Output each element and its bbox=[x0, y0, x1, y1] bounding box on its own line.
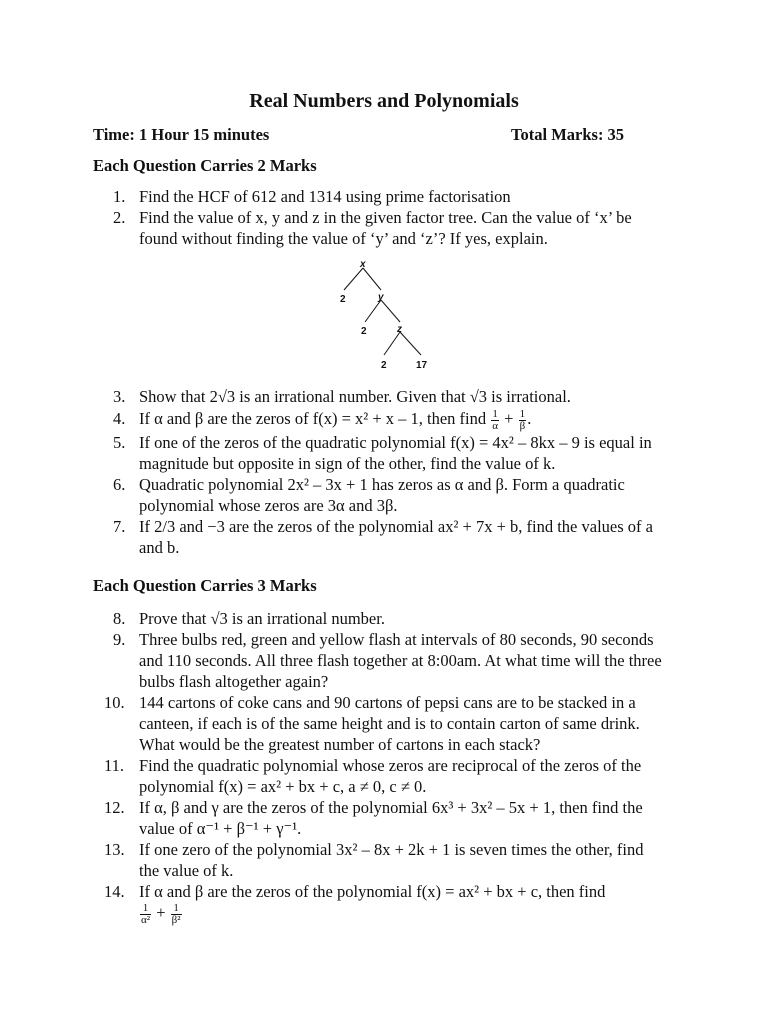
fraction bbox=[171, 903, 182, 926]
question-number: 1. bbox=[113, 187, 126, 206]
tree-node-y: y bbox=[378, 292, 384, 303]
question-number: 14. bbox=[104, 882, 125, 901]
question-text: Find the HCF of 612 and 1314 using prime factorisation bbox=[139, 187, 511, 206]
question-text: Three bulbs red, green and yellow flash at intervals of 80 seconds, 90 seconds and 110 seconds. All three flash together at 8:00am. At what time will the three bulbs flash altogether again? bbox=[139, 630, 662, 691]
question-number: 11. bbox=[104, 756, 125, 775]
section-heading-2-marks: Each Question Carries 2 Marks bbox=[93, 156, 317, 175]
fraction bbox=[519, 409, 527, 432]
tree-node-z: z bbox=[397, 324, 402, 335]
question-item bbox=[93, 881, 663, 926]
question-number: 7. bbox=[113, 516, 126, 536]
frac-numerator: 1 bbox=[519, 407, 526, 420]
question-item bbox=[93, 692, 663, 755]
question-number: 2. bbox=[113, 208, 126, 227]
question-text: 144 cartons of coke cans and 90 cartons of pepsi cans are to be stacked in a canteen, if each is of the same height and is to contain carton of same drink. What would be the greatest number of cartons in each stack? bbox=[139, 693, 640, 754]
question-text: If one of the zeros of the quadratic polynomial f(x) = 4x² – 8kx – 9 is equal in magnitude but opposite in sign of the other, find the value of k. bbox=[139, 432, 652, 473]
question-text: If α and β are the zeros of the polynomial f(x) = ax² + bx + c, then find bbox=[139, 882, 606, 901]
tree-node-x: x bbox=[360, 259, 366, 270]
page-title: Real Numbers and Polynomials bbox=[249, 90, 519, 112]
question-text: Quadratic polynomial 2x² – 3x + 1 has zeros as α and β. Form a quadratic polynomial whose zeros are 3α and 3β. bbox=[139, 474, 625, 515]
question-text-wrap bbox=[139, 881, 663, 926]
plus-sign: + bbox=[156, 903, 166, 922]
question-item bbox=[93, 474, 663, 516]
question-list-part3 bbox=[93, 608, 663, 926]
frac-denominator: β² bbox=[171, 913, 181, 926]
question-item bbox=[93, 386, 663, 407]
tree-node-17: 17 bbox=[416, 360, 428, 371]
time-label: Time: 1 Hour 15 minutes bbox=[93, 125, 270, 144]
frac-numerator: 1 bbox=[171, 903, 182, 915]
plus-sign: + bbox=[504, 409, 514, 428]
question-item bbox=[93, 608, 663, 629]
question-number: 3. bbox=[113, 387, 126, 406]
question-text: If α and β are the zeros of f(x) = x² + x – 1, then find bbox=[139, 409, 487, 428]
question-text: If 2/3 and −3 are the zeros of the polynomial ax² + 7x + b, find the values of a and b. bbox=[139, 516, 653, 557]
fraction bbox=[140, 903, 151, 926]
question-text: Find the value of x, y and z in the given factor tree. Can the value of ‘x’ be found without finding the value of ‘y’ and ‘z’? If yes, explain. bbox=[139, 208, 632, 248]
fraction bbox=[491, 409, 499, 432]
question-number: 12. bbox=[104, 798, 125, 817]
frac-denominator: α² bbox=[141, 913, 151, 926]
frac-denominator: β bbox=[519, 419, 526, 432]
question-number: 8. bbox=[113, 609, 126, 628]
question-number: 13. bbox=[104, 840, 125, 859]
question-text: If α, β and γ are the zeros of the polynomial 6x³ + 3x² – 5x + 1, then find the value of α⁻¹ + β⁻¹ + γ⁻¹. bbox=[139, 798, 643, 838]
tree-node-2: 2 bbox=[340, 294, 346, 305]
question-list-part1 bbox=[93, 186, 663, 249]
question-item bbox=[93, 839, 663, 881]
section-heading-3-marks: Each Question Carries 3 Marks bbox=[93, 576, 317, 595]
factor-tree-diagram bbox=[330, 256, 440, 374]
total-marks-label: Total Marks: 35 bbox=[511, 125, 625, 144]
tree-node-2: 2 bbox=[381, 360, 387, 371]
tree-node-2: 2 bbox=[361, 326, 367, 337]
question-item bbox=[93, 408, 663, 432]
question-item bbox=[93, 629, 663, 692]
frac-numerator: 1 bbox=[492, 407, 498, 420]
question-text: Show that 2√3 is an irrational number. Given that √3 is irrational. bbox=[139, 387, 571, 406]
question-number: 9. bbox=[113, 630, 126, 649]
question-item bbox=[93, 797, 663, 839]
frac-numerator: 1 bbox=[140, 903, 151, 915]
question-number: 4. bbox=[113, 409, 126, 428]
question-item bbox=[93, 207, 663, 249]
question-list-part2 bbox=[93, 386, 663, 558]
question-number: 10. bbox=[104, 693, 125, 712]
question-item bbox=[93, 186, 663, 207]
question-number: 6. bbox=[113, 474, 126, 494]
question-text-wrap bbox=[139, 408, 663, 432]
question-item bbox=[93, 432, 663, 474]
frac-denominator: α bbox=[492, 419, 499, 432]
question-number: 5. bbox=[113, 432, 126, 452]
question-text: Prove that √3 is an irrational number. bbox=[139, 609, 385, 628]
question-text: If one zero of the polynomial 3x² – 8x + 2k + 1 is seven times the other, find the value of k. bbox=[139, 840, 644, 880]
question-text: Find the quadratic polynomial whose zeros are reciprocal of the zeros of the polynomial f(x) = ax² + bx + c, a ≠ 0, c ≠ 0. bbox=[139, 756, 642, 796]
period: . bbox=[527, 409, 532, 428]
question-item bbox=[93, 516, 663, 558]
question-item bbox=[93, 755, 663, 797]
